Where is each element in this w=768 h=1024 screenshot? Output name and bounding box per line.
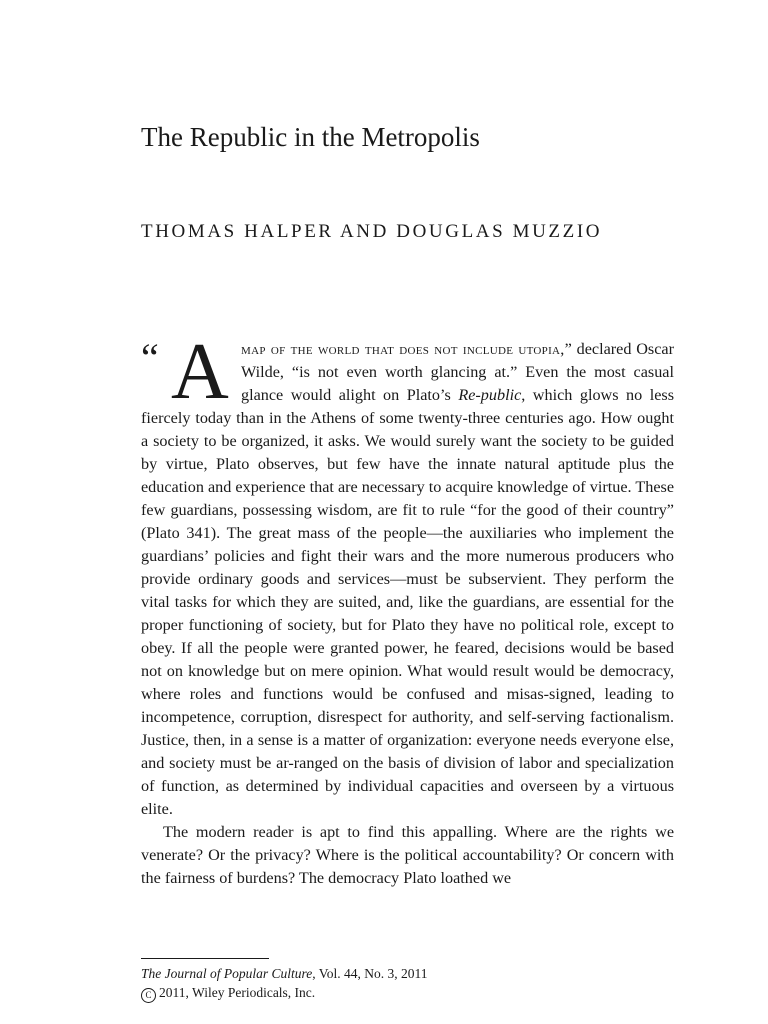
copyright-icon: C — [141, 988, 156, 1003]
journal-volume: , Vol. 44, No. 3, 2011 — [312, 966, 428, 981]
copyright-line — [141, 983, 674, 1003]
article-authors: THOMAS HALPER AND DOUGLAS MUZZIO — [141, 221, 603, 242]
paragraph-1 — [141, 328, 675, 821]
page-footer — [141, 958, 674, 1003]
journal-name: The Journal of Popular Culture — [141, 966, 313, 981]
journal-citation — [141, 964, 674, 983]
article-title: The Republic in the Metropolis — [141, 122, 480, 152]
footer-rule — [141, 958, 269, 959]
article-body — [141, 328, 675, 890]
drop-cap-block — [141, 328, 237, 416]
smallcaps-lead: map of the world that does not include utopia, — [241, 340, 565, 358]
copyright-text: 2011, Wiley Periodicals, Inc. — [159, 985, 316, 1000]
paragraph-1-text-b: , which glows no less fiercely today than in the Athens of some twenty-three centuries ago. How ought a society to be organized, it asks. We would surely want the society to be guided by virtue, Plato observes, but few have the innate natural aptitude plus the education and experience that are necessary to acquire knowledge of virtue. These few guardians, possessing wisdom, are fit to rule “for the good of their country” (Plato 341). The great mass of the people—the auxiliaries who implement the guardians’ policies and fight their wars and the more numerous producers who provide ordinary goods and services—must be subservient. They perform the vital tasks for which they are suited, and, like the guardians, are essential for the proper functioning of society, but for Plato they have no political role, except to obey. If all the people were granted power, he feared, decisions would be based not on knowledge but on mere opinion. What would result would be democracy, where roles and functions would be confused and misas-signed, leading to incompetence, corruption, disrespect for authority, and self-serving factionalism. Justice, then, in a sense is a matter of organization: everyone needs everyone else, and society must be ar-ranged on the basis of division of labor and specialization of function, as determined by individual capacities and overseen by a virtuous elite. — [141, 386, 675, 818]
paragraph-2: The modern reader is apt to find this appalling. Where are the rights we venerate? Or the privacy? Where is the political accountability? Or concern with the fairness of burdens? The democracy Plato loathed we — [141, 823, 674, 887]
paragraph-1-text-a: declared Oscar Wilde, “is not even worth glancing at.” Even the most casual glance would alight on Plato’s — [241, 340, 674, 404]
paragraph-1-italic-title: Re-public — [458, 386, 522, 404]
lead-close-quote: ” — [564, 340, 572, 358]
opening-quote-mark: “ — [141, 335, 159, 380]
drop-cap-letter: A — [171, 328, 229, 416]
